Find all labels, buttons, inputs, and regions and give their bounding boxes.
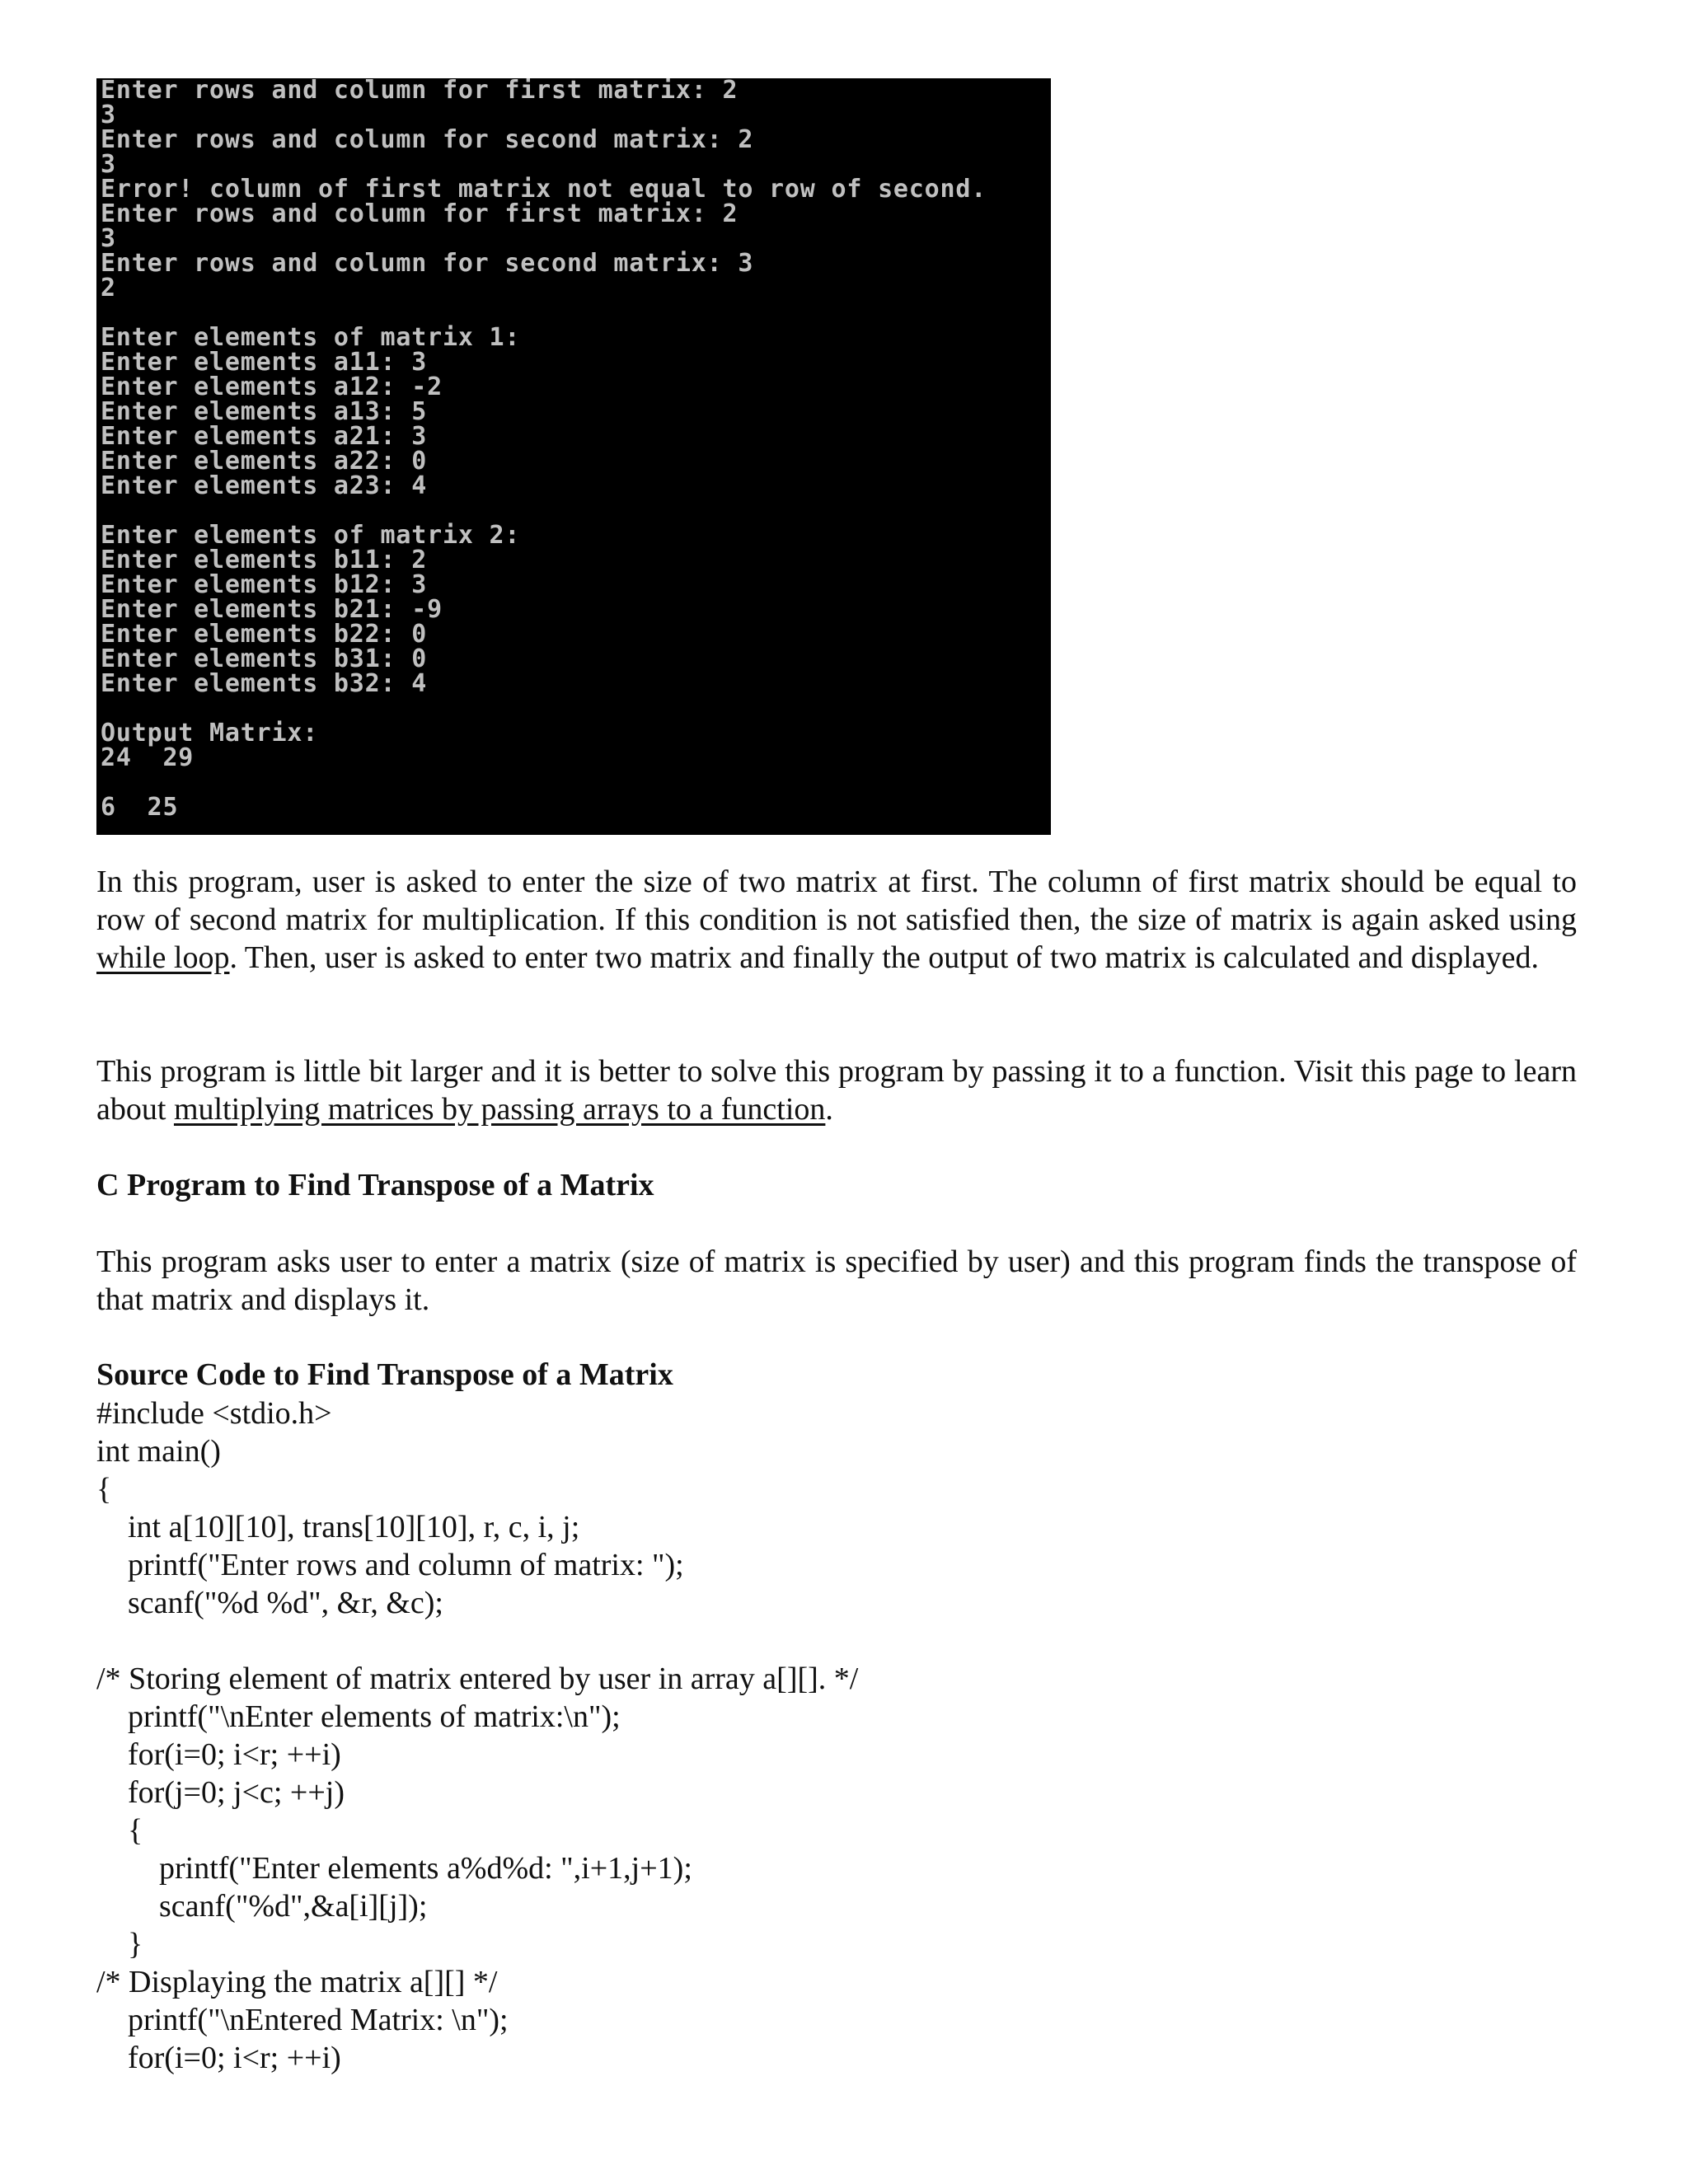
console-block-output <box>101 721 1051 771</box>
console-line: 3 <box>101 101 116 129</box>
console-line: Enter rows and column for second matrix: 2 <box>101 125 754 154</box>
code-line: /* Displaying the matrix a[][] */ <box>96 1965 498 1999</box>
code-line: printf("\nEnter elements of matrix:\n"); <box>96 1699 621 1734</box>
console-blank-line <box>101 696 1051 721</box>
code-blank-line <box>96 1622 1580 1660</box>
code-line: int main() <box>96 1434 221 1469</box>
code-line: scanf("%d",&a[i][j]); <box>96 1889 428 1924</box>
console-line: Enter rows and column for first matrix: 2 <box>101 199 738 228</box>
console-line: 24 29 <box>101 743 195 772</box>
console-blank-line <box>101 499 1051 523</box>
section-heading-source-code: Source Code to Find Transpose of a Matrix <box>96 1357 673 1392</box>
console-block-matrix2 <box>101 523 1051 696</box>
code-line: } <box>96 1927 143 1961</box>
code-line: for(i=0; i<r; ++i) <box>96 1737 341 1772</box>
console-line: Enter elements b31: 0 <box>101 644 428 673</box>
console-line: Enter elements b11: 2 <box>101 546 428 574</box>
console-line: Enter elements b22: 0 <box>101 620 428 649</box>
paragraph-text: This program is little bit larger and it is better to solve this program by passing it to a function. Visit this page to learn about <box>96 1054 1577 1127</box>
console-line: Enter elements a12: -2 <box>101 373 443 401</box>
console-line: Enter elements a11: 3 <box>101 348 428 377</box>
paragraph-text: In this program, user is asked to enter the size of two matrix at first. The column of first matrix should be equal to row of second matrix for multiplication. If this condition is not satisfied then, the size of matrix is again asked using <box>96 865 1577 937</box>
code-line: scanf("%d %d", &r, &c); <box>96 1586 443 1620</box>
console-block-matrix1 <box>101 323 1051 500</box>
console-line: Enter elements a21: 3 <box>101 422 428 451</box>
code-line: for(i=0; i<r; ++i) <box>96 2041 341 2075</box>
source-code-block <box>96 1394 1580 2077</box>
console-block-size-input <box>101 78 1051 301</box>
console-line: Enter elements b12: 3 <box>101 570 428 599</box>
console-line: Error! column of first matrix not equal to row of second. <box>101 175 987 204</box>
console-blank-line <box>101 301 1051 326</box>
console-line: Enter elements of matrix 1: <box>101 323 521 352</box>
console-line: 2 <box>101 274 116 302</box>
console-output-screenshot <box>96 78 1051 835</box>
console-line: Enter elements a13: 5 <box>101 397 428 426</box>
console-line: 6 25 <box>101 793 179 822</box>
console-line: Enter elements a23: 4 <box>101 471 428 500</box>
console-line: Enter rows and column for first matrix: 2 <box>101 78 738 105</box>
console-line: 3 <box>101 150 116 179</box>
paragraph-text: . <box>825 1092 833 1127</box>
console-line: Enter rows and column for second matrix: 3 <box>101 249 754 278</box>
code-line: printf("\nEntered Matrix: \n"); <box>96 2003 509 2037</box>
code-line: for(j=0; j<c; ++j) <box>96 1775 345 1810</box>
console-line: Enter elements of matrix 2: <box>101 521 521 550</box>
console-block-output-row2 <box>101 795 1051 820</box>
paragraph-program-explanation <box>96 863 1577 977</box>
code-line: { <box>96 1472 112 1507</box>
console-line: Output Matrix: <box>101 719 319 748</box>
code-line: { <box>96 1813 143 1848</box>
code-line: /* Storing element of matrix entered by user in array a[][]. */ <box>96 1661 859 1696</box>
paragraph-function-note <box>96 1052 1577 1128</box>
multiplying-matrices-function-link[interactable]: multiplying matrices by passing arrays to a function <box>173 1092 826 1127</box>
code-line: printf("Enter elements a%d%d: ",i+1,j+1); <box>96 1851 692 1886</box>
section-heading-transpose: C Program to Find Transpose of a Matrix <box>96 1168 654 1202</box>
console-line: 3 <box>101 224 116 253</box>
code-line: #include <stdio.h> <box>96 1396 332 1431</box>
code-line: int a[10][10], trans[10][10], r, c, i, j; <box>96 1510 580 1544</box>
console-blank-line <box>101 771 1051 795</box>
paragraph-transpose-description: This program asks user to enter a matrix (size of matrix is specified by user) and this program finds the transpose of that matrix and displays it. <box>96 1244 1577 1317</box>
paragraph-text: . Then, user is asked to enter two matrix and finally the output of two matrix is calculated and displayed. <box>229 940 1540 975</box>
console-line: Enter elements b21: -9 <box>101 595 443 624</box>
console-line: Enter elements b32: 4 <box>101 669 428 698</box>
while-loop-link[interactable]: while loop <box>96 940 230 975</box>
code-line: printf("Enter rows and column of matrix: "); <box>96 1548 684 1582</box>
console-line: Enter elements a22: 0 <box>101 447 428 476</box>
